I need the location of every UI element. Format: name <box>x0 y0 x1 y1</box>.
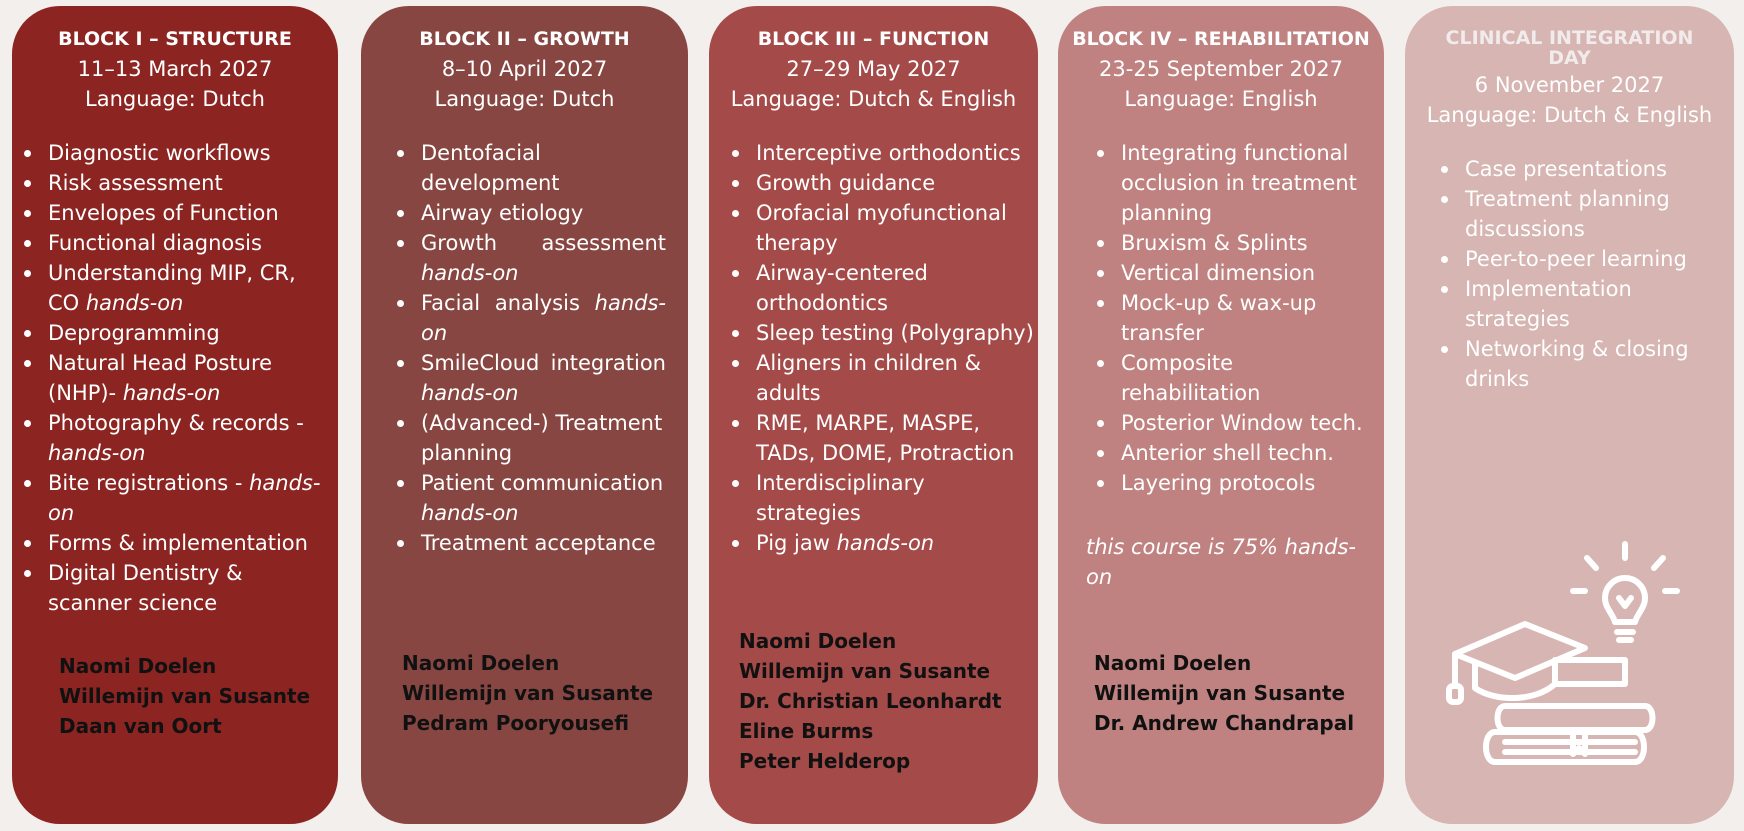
speaker-name: Naomi Doelen <box>739 629 897 653</box>
topic-item: Deprogramming <box>48 318 332 348</box>
topic-item: Airway-centered orthodontics <box>756 258 1034 318</box>
topic-item: Layering protocols <box>1121 468 1374 498</box>
topic-item: Interdisciplinary strategies <box>756 468 1034 528</box>
block-language: Language: Dutch & English <box>1426 103 1713 127</box>
topic-item: Patient communication hands-on <box>421 468 666 528</box>
block-title: BLOCK II – GROWTH <box>419 28 630 50</box>
block-header <box>1058 28 1384 114</box>
speaker-list <box>402 648 653 738</box>
topic-item: Digital Dentistry & scanner science <box>48 558 332 618</box>
block-language: Language: Dutch & English <box>730 87 1017 111</box>
topic-item: Pig jaw hands-on <box>756 528 1034 558</box>
topic-item: Diagnostic workflows <box>48 138 332 168</box>
block-card-function <box>709 6 1038 824</box>
topic-item: Aligners in children & adults <box>756 348 1034 408</box>
block-language: Language: English <box>1124 87 1318 111</box>
topic-item: Risk assessment <box>48 168 332 198</box>
speaker-name: Naomi Doelen <box>402 651 560 675</box>
block-header <box>12 28 338 114</box>
topic-item: Facial analysis hands-on <box>421 288 666 348</box>
speaker-name: Willemijn van Susante <box>59 684 311 708</box>
topic-item: Natural Head Posture (NHP)- hands-on <box>48 348 332 408</box>
speaker-name: Eline Burms <box>739 719 874 743</box>
speaker-name: Dr. Christian Leonhardt <box>739 689 1002 713</box>
topic-item: Envelopes of Function <box>48 198 332 228</box>
block-title: BLOCK III – FUNCTION <box>757 28 990 50</box>
block-header <box>709 28 1038 114</box>
speaker-name: Daan van Oort <box>59 714 222 738</box>
topic-item: Anterior shell techn. <box>1121 438 1374 468</box>
topic-list <box>361 138 688 558</box>
topic-item: Photography & records - hands-on <box>48 408 332 468</box>
block-date: 23-25 September 2027 <box>1099 57 1343 81</box>
block-card-rehabilitation <box>1058 6 1384 824</box>
hands-on-note: this course is 75% hands-on <box>1086 535 1357 589</box>
speaker-name: Pedram Pooryousefi <box>402 711 630 735</box>
speaker-list <box>1094 648 1354 738</box>
block-date: 11–13 March 2027 <box>77 57 273 81</box>
topic-item: Dentofacial development <box>421 138 666 198</box>
topic-item: Bruxism & Splints <box>1121 228 1374 258</box>
block-date: 27–29 May 2027 <box>786 57 961 81</box>
topic-item: Airway etiology <box>421 198 666 228</box>
topic-item: SmileCloud integration hands-on <box>421 348 666 408</box>
topic-item: Case presentations <box>1465 154 1714 184</box>
topic-item: Peer-to-peer learning <box>1465 244 1714 274</box>
block-header <box>361 28 688 114</box>
speaker-name: Willemijn van Susante <box>402 681 654 705</box>
speaker-list <box>59 651 310 741</box>
block-card-structure <box>12 6 338 824</box>
topic-item: Treatment planning discussions <box>1465 184 1714 244</box>
topic-item: Mock-up & wax-up transfer <box>1121 288 1374 348</box>
block-language: Language: Dutch <box>434 87 615 111</box>
block-title: BLOCK IV – REHABILITATION <box>1072 28 1370 50</box>
speaker-list <box>739 626 1002 776</box>
topic-item: Implementation strategies <box>1465 274 1714 334</box>
topic-item: Understanding MIP, CR, CO hands-on <box>48 258 332 318</box>
topic-item: Vertical dimension <box>1121 258 1374 288</box>
topic-item: Functional diagnosis <box>48 228 332 258</box>
topic-list <box>1058 138 1384 498</box>
block-card-growth <box>361 6 688 824</box>
block-title: BLOCK I – STRUCTURE <box>58 28 292 50</box>
graduation-books-lightbulb-icon <box>1445 536 1685 776</box>
speaker-name: Naomi Doelen <box>59 654 217 678</box>
topic-list <box>1405 154 1734 394</box>
topic-item: Networking & closing drinks <box>1465 334 1714 394</box>
topic-item: Sleep testing (Polygraphy) <box>756 318 1034 348</box>
topic-item: Growth assessment hands-on <box>421 228 666 288</box>
block-date: 8–10 April 2027 <box>441 57 608 81</box>
speaker-name: Naomi Doelen <box>1094 651 1252 675</box>
topic-item: Posterior Window tech. <box>1121 408 1374 438</box>
block-card-clinical-integration <box>1405 6 1734 824</box>
block-title: CLINICAL INTEGRATION DAY <box>1445 27 1694 69</box>
speaker-name: Peter Helderop <box>739 749 911 773</box>
speaker-name: Dr. Andrew Chandrapal <box>1094 711 1355 735</box>
speaker-name: Willemijn van Susante <box>739 659 991 683</box>
topic-item: Forms & implementation <box>48 528 332 558</box>
block-language: Language: Dutch <box>85 87 265 111</box>
topic-item: Orofacial myofunctional therapy <box>756 198 1034 258</box>
block-header <box>1405 28 1734 130</box>
topic-item: Interceptive orthodontics <box>756 138 1034 168</box>
topic-item: Growth guidance <box>756 168 1034 198</box>
topic-list <box>709 138 1038 558</box>
topic-item: Bite registrations - hands-on <box>48 468 332 528</box>
topic-item: (Advanced-) Treatment planning <box>421 408 666 468</box>
topic-list <box>12 138 338 618</box>
speaker-name: Willemijn van Susante <box>1094 681 1346 705</box>
topic-item: Integrating functional occlusion in treatment planning <box>1121 138 1374 228</box>
topic-item: RME, MARPE, MASPE, TADs, DOME, Protraction <box>756 408 1034 468</box>
block-date: 6 November 2027 <box>1474 73 1665 97</box>
topic-item: Composite rehabilitation <box>1121 348 1374 408</box>
topic-item: Treatment acceptance <box>421 528 666 558</box>
